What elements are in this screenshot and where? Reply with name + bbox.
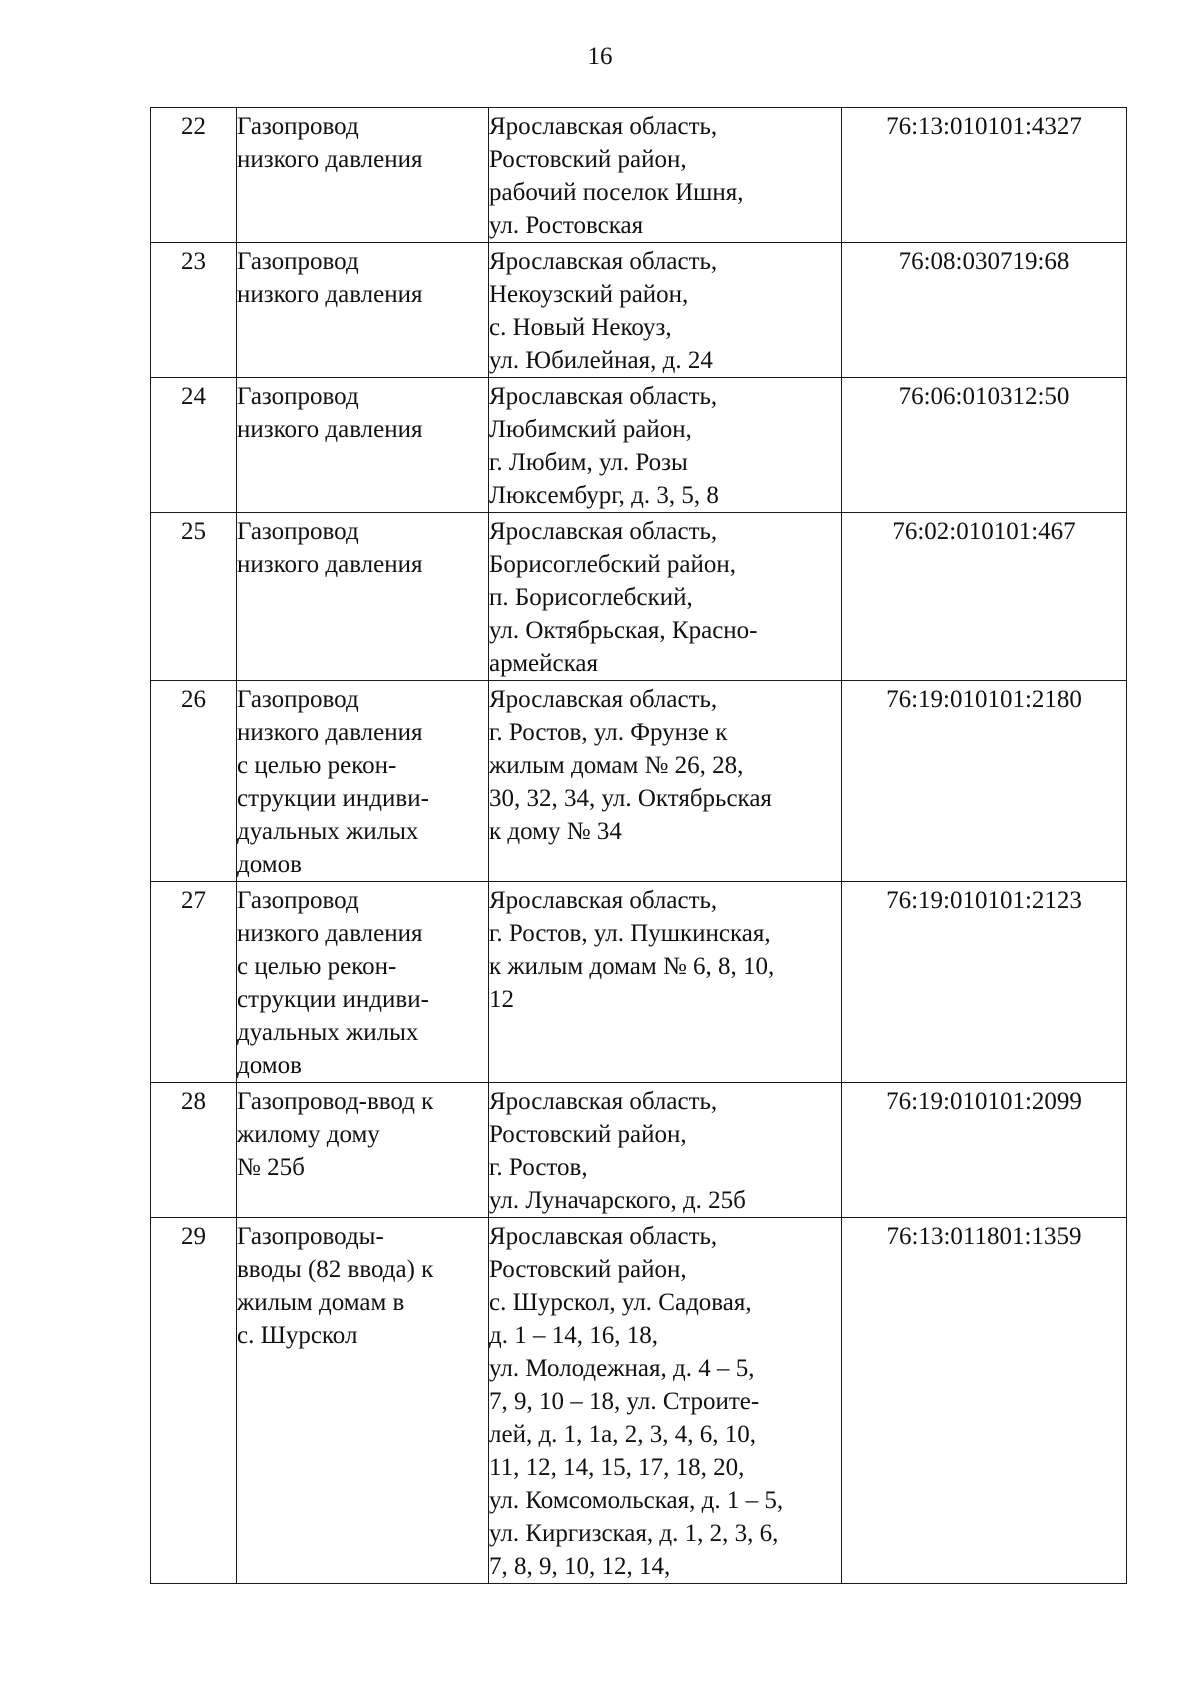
table-row [151,882,1127,1083]
object-name: Газопровод низкого давления с целью рекон- струкции индиви- дуальных жилых домов [237,882,489,1083]
object-name: Газопровод-ввод к жилому дому № 25б [237,1083,489,1218]
registry-table-body [151,108,1127,1584]
object-address: Ярославская область, Ростовский район, рабочий поселок Ишня, ул. Ростовская [489,108,842,243]
object-name: Газопровод низкого давления [237,108,489,243]
cadastral-number: 76:08:030719:68 [842,243,1127,378]
page-number: 16 [587,43,613,70]
object-name: Газопровод низкого давления [237,243,489,378]
table-row [151,243,1127,378]
object-address: Ярославская область, г. Ростов, ул. Пушкинская, к жилым домам № 6, 8, 10, 12 [489,882,842,1083]
row-number: 23 [151,243,237,378]
row-number: 25 [151,513,237,681]
object-name: Газопроводы- вводы (82 ввода) к жилым домам в с. Шурскол [237,1218,489,1584]
table-row [151,1218,1127,1584]
row-number: 27 [151,882,237,1083]
object-address: Ярославская область, Ростовский район, с. Шурскол, ул. Садовая, д. 1 – 14, 16, 18, ул. Молодежная, д. 4 – 5, 7, 9, 10 – 18, ул. Строите- лей, д. 1, 1а, 2, 3, 4, 6, 10, 11, 12, 14, 15, 17, 18, 20, ул. Комсомольская, д. 1 – 5, ул. Киргизская, д. 1, 2, 3, 6, 7, 8, 9, 10, 12, 14, [489,1218,842,1584]
row-number: 29 [151,1218,237,1584]
table-row [151,513,1127,681]
row-number: 26 [151,681,237,882]
object-address: Ярославская область, Любимский район, г. Любим, ул. Розы Люксембург, д. 3, 5, 8 [489,378,842,513]
table-row [151,108,1127,243]
object-address: Ярославская область, Некоузский район, с. Новый Некоуз, ул. Юбилейная, д. 24 [489,243,842,378]
cadastral-number: 76:13:010101:4327 [842,108,1127,243]
cadastral-number: 76:02:010101:467 [842,513,1127,681]
table-row [151,378,1127,513]
object-name: Газопровод низкого давления с целью рекон- струкции индиви- дуальных жилых домов [237,681,489,882]
object-name: Газопровод низкого давления [237,378,489,513]
registry-table [150,107,1127,1584]
object-address: Ярославская область, Ростовский район, г. Ростов, ул. Луначарского, д. 25б [489,1083,842,1218]
cadastral-number: 76:19:010101:2123 [842,882,1127,1083]
object-name: Газопровод низкого давления [237,513,489,681]
table-row [151,681,1127,882]
object-address: Ярославская область, г. Ростов, ул. Фрунзе к жилым домам № 26, 28, 30, 32, 34, ул. Октябрьская к дому № 34 [489,681,842,882]
table-row [151,1083,1127,1218]
row-number: 22 [151,108,237,243]
cadastral-number: 76:19:010101:2180 [842,681,1127,882]
row-number: 28 [151,1083,237,1218]
object-address: Ярославская область, Борисоглебский район, п. Борисоглебский, ул. Октябрьская, Красно- армейская [489,513,842,681]
cadastral-number: 76:06:010312:50 [842,378,1127,513]
cadastral-number: 76:13:011801:1359 [842,1218,1127,1584]
cadastral-number: 76:19:010101:2099 [842,1083,1127,1218]
row-number: 24 [151,378,237,513]
